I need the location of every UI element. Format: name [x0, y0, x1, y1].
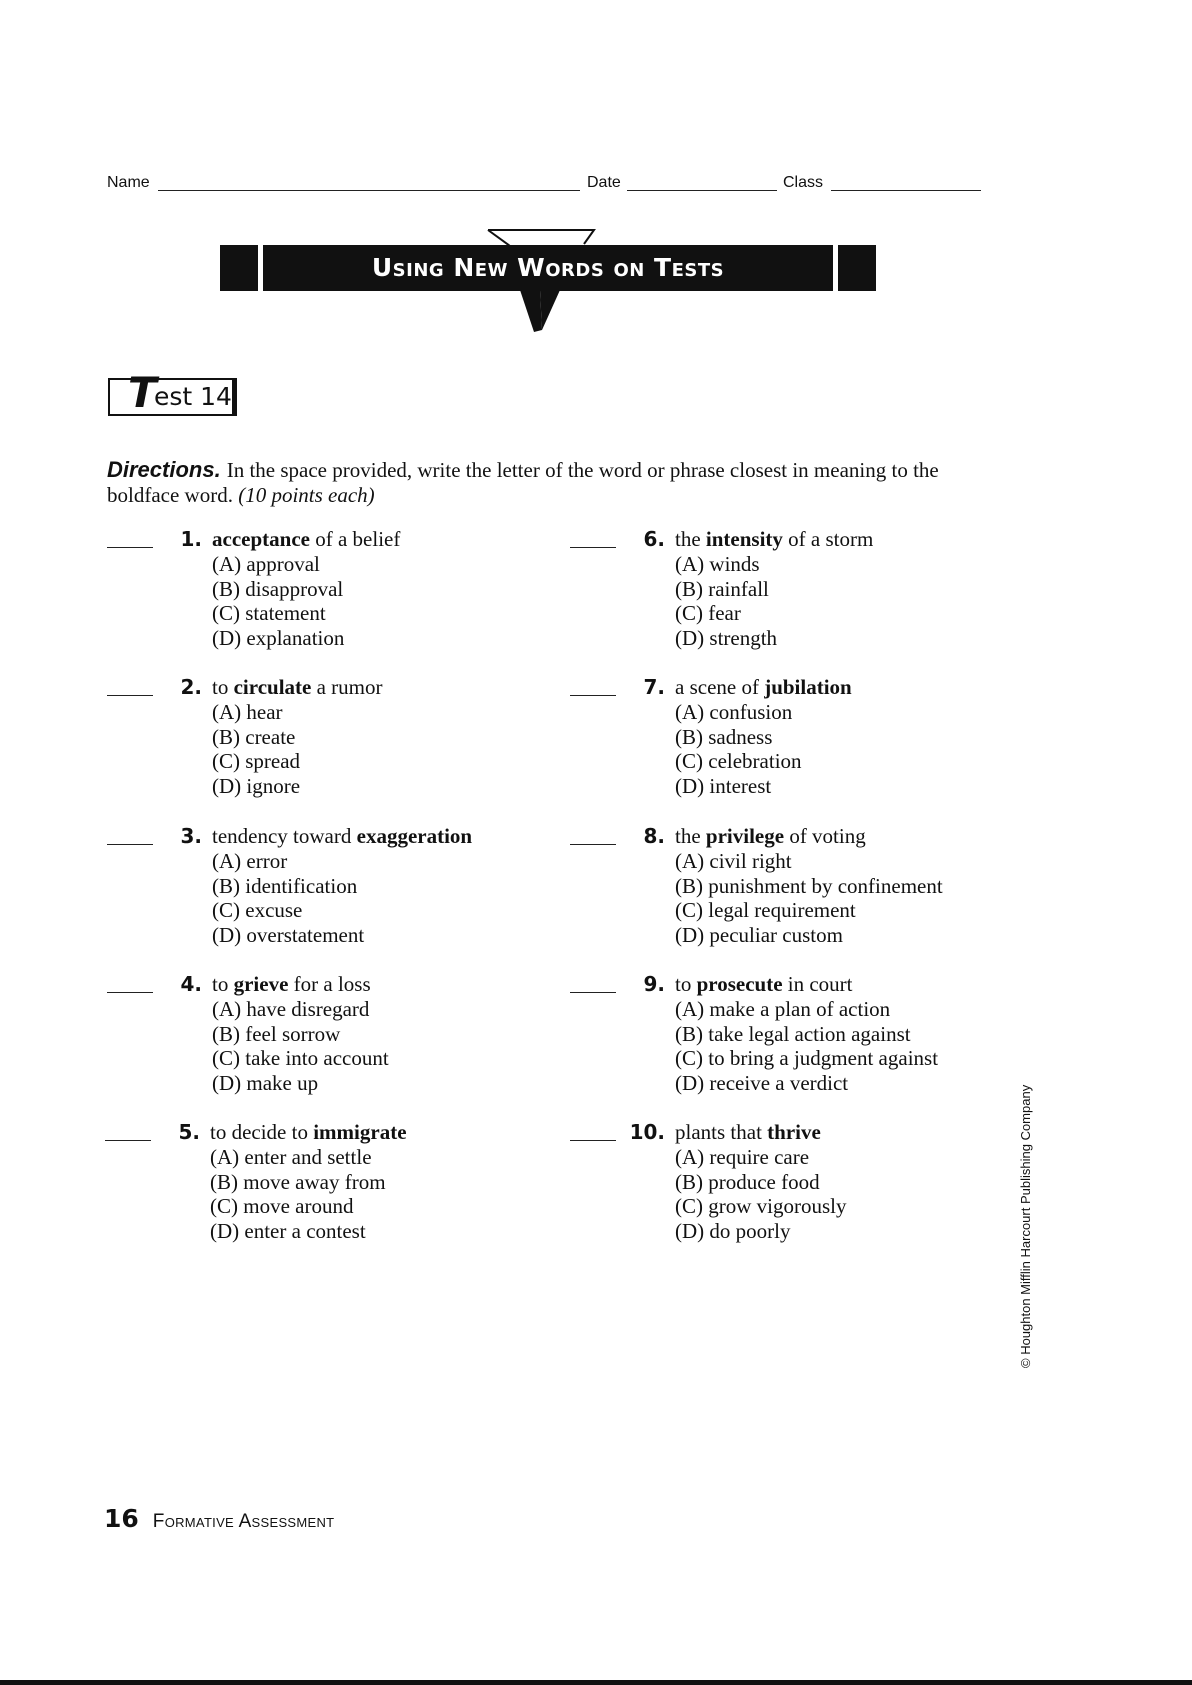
boldface-word: immigrate [313, 1120, 407, 1144]
boldface-word: intensity [705, 527, 783, 551]
option-d: (D) peculiar custom [675, 922, 843, 947]
question-stem: the intensity of a storm [675, 527, 874, 551]
directions-text: In the space provided, write the letter of the word or phrase closest in meaning to the boldface word. [107, 458, 939, 507]
footer-title: Formative Assessment [152, 1511, 335, 1532]
banner-right-block [838, 245, 876, 291]
answer-blank-3[interactable] [107, 844, 153, 845]
question-stem: tendency toward exaggeration [212, 824, 473, 848]
directions-label: Directions. [107, 457, 221, 482]
option-b: (B) take legal action against [675, 1021, 911, 1046]
date-field[interactable] [627, 190, 777, 191]
option-c: (C) legal requirement [675, 898, 856, 922]
option-d: (D) overstatement [212, 922, 365, 947]
banner-left-block [220, 245, 258, 291]
option-a: (A) enter and settle [210, 1145, 372, 1169]
option-a: (A) require care [675, 1145, 810, 1169]
question-number: 8. [643, 824, 665, 848]
answer-blank-9[interactable] [570, 992, 616, 993]
question-number: 10. [629, 1120, 665, 1144]
option-a: (A) winds [675, 552, 760, 576]
option-c: (C) to bring a judgment against [675, 1046, 939, 1070]
page-footer [104, 1504, 334, 1533]
option-a: (A) confusion [675, 700, 793, 724]
answer-blank-4[interactable] [107, 992, 153, 993]
option-c: (C) grow vigorously [675, 1194, 847, 1218]
question-number: 2. [180, 675, 202, 699]
name-field[interactable] [158, 190, 580, 191]
option-a: (A) approval [212, 552, 320, 576]
copyright-notice: © Houghton Mifflin Harcourt Publishing Company [1018, 1084, 1033, 1368]
options-list [675, 849, 943, 947]
option-a: (A) civil right [675, 849, 792, 873]
option-b: (B) create [212, 724, 296, 749]
question-number: 5. [178, 1120, 200, 1144]
option-d: (D) ignore [212, 773, 301, 798]
answer-blank-1[interactable] [107, 547, 153, 548]
option-d: (D) make up [212, 1070, 319, 1095]
question-stem: to prosecute in court [675, 972, 853, 996]
answer-blank-5[interactable] [105, 1140, 151, 1141]
answer-blank-10[interactable] [570, 1140, 616, 1141]
options-list [210, 1145, 386, 1243]
banner-title: Using New Words on Tests [371, 253, 725, 282]
header-fields [0, 174, 1192, 194]
question-stem: to decide to immigrate [210, 1120, 407, 1144]
options-list [212, 997, 389, 1095]
option-b: (B) rainfall [675, 576, 769, 601]
options-list [675, 552, 777, 650]
boldface-word: circulate [233, 675, 312, 699]
boldface-word: prosecute [696, 972, 783, 996]
option-b: (B) sadness [675, 724, 773, 749]
class-label: Class [783, 174, 824, 191]
option-a: (A) hear [212, 700, 283, 724]
option-c: (C) excuse [212, 898, 303, 922]
option-c: (C) spread [212, 749, 301, 773]
boldface-word: privilege [705, 824, 785, 848]
boldface-word: jubilation [764, 675, 852, 699]
boldface-word: exaggeration [356, 824, 473, 848]
answer-blank-8[interactable] [570, 844, 616, 845]
options-list [675, 1145, 847, 1243]
option-c: (C) move around [210, 1194, 354, 1218]
option-b: (B) punishment by confinement [675, 873, 943, 898]
question-stem: to circulate a rumor [212, 675, 383, 699]
boldface-word: acceptance [212, 527, 310, 551]
page-number: 16 [104, 1504, 139, 1533]
test-label-text: est 14 [154, 382, 232, 411]
option-b: (B) identification [212, 873, 358, 898]
question-number: 4. [180, 972, 202, 996]
option-c: (C) celebration [675, 749, 802, 773]
question-stem: acceptance of a belief [212, 527, 401, 551]
option-c: (C) statement [212, 601, 326, 625]
option-a: (A) make a plan of action [675, 997, 891, 1021]
test-label-initial: T [128, 368, 157, 417]
date-label: Date [587, 174, 621, 191]
options-list [212, 700, 300, 798]
option-a: (A) error [212, 849, 288, 873]
option-d: (D) receive a verdict [675, 1070, 849, 1095]
test-label-box [108, 368, 237, 417]
option-b: (B) feel sorrow [212, 1021, 341, 1046]
option-b: (B) move away from [210, 1169, 386, 1194]
question-number: 3. [180, 824, 202, 848]
option-b: (B) produce food [675, 1169, 820, 1194]
question-stem: to grieve for a loss [212, 972, 371, 996]
option-c: (C) take into account [212, 1046, 389, 1070]
option-a: (A) have disregard [212, 997, 370, 1021]
class-field[interactable] [831, 190, 981, 191]
question-number: 6. [643, 527, 665, 551]
option-d: (D) explanation [212, 625, 345, 650]
question-number: 9. [643, 972, 665, 996]
answer-blank-7[interactable] [570, 695, 616, 696]
question-stem: plants that thrive [675, 1120, 821, 1144]
boldface-word: thrive [767, 1120, 821, 1144]
option-c: (C) fear [675, 601, 741, 625]
question-number: 1. [180, 527, 202, 551]
boldface-word: grieve [233, 972, 289, 996]
directions-points: (10 points each) [238, 483, 375, 507]
options-list [675, 700, 802, 798]
question-number: 7. [643, 675, 665, 699]
options-list [212, 552, 344, 650]
answer-blank-6[interactable] [570, 547, 616, 548]
directions [107, 457, 1007, 508]
question-stem: a scene of jubilation [675, 675, 852, 699]
option-d: (D) enter a contest [210, 1218, 366, 1243]
option-d: (D) do poorly [675, 1218, 791, 1243]
option-d: (D) strength [675, 625, 778, 650]
options-list [675, 997, 938, 1095]
bottom-edge-rule [0, 1680, 1192, 1685]
answer-blank-2[interactable] [107, 695, 153, 696]
options-list [212, 849, 364, 947]
name-label: Name [107, 174, 150, 191]
option-d: (D) interest [675, 773, 772, 798]
option-b: (B) disapproval [212, 576, 344, 601]
question-stem: the privilege of voting [675, 824, 866, 848]
